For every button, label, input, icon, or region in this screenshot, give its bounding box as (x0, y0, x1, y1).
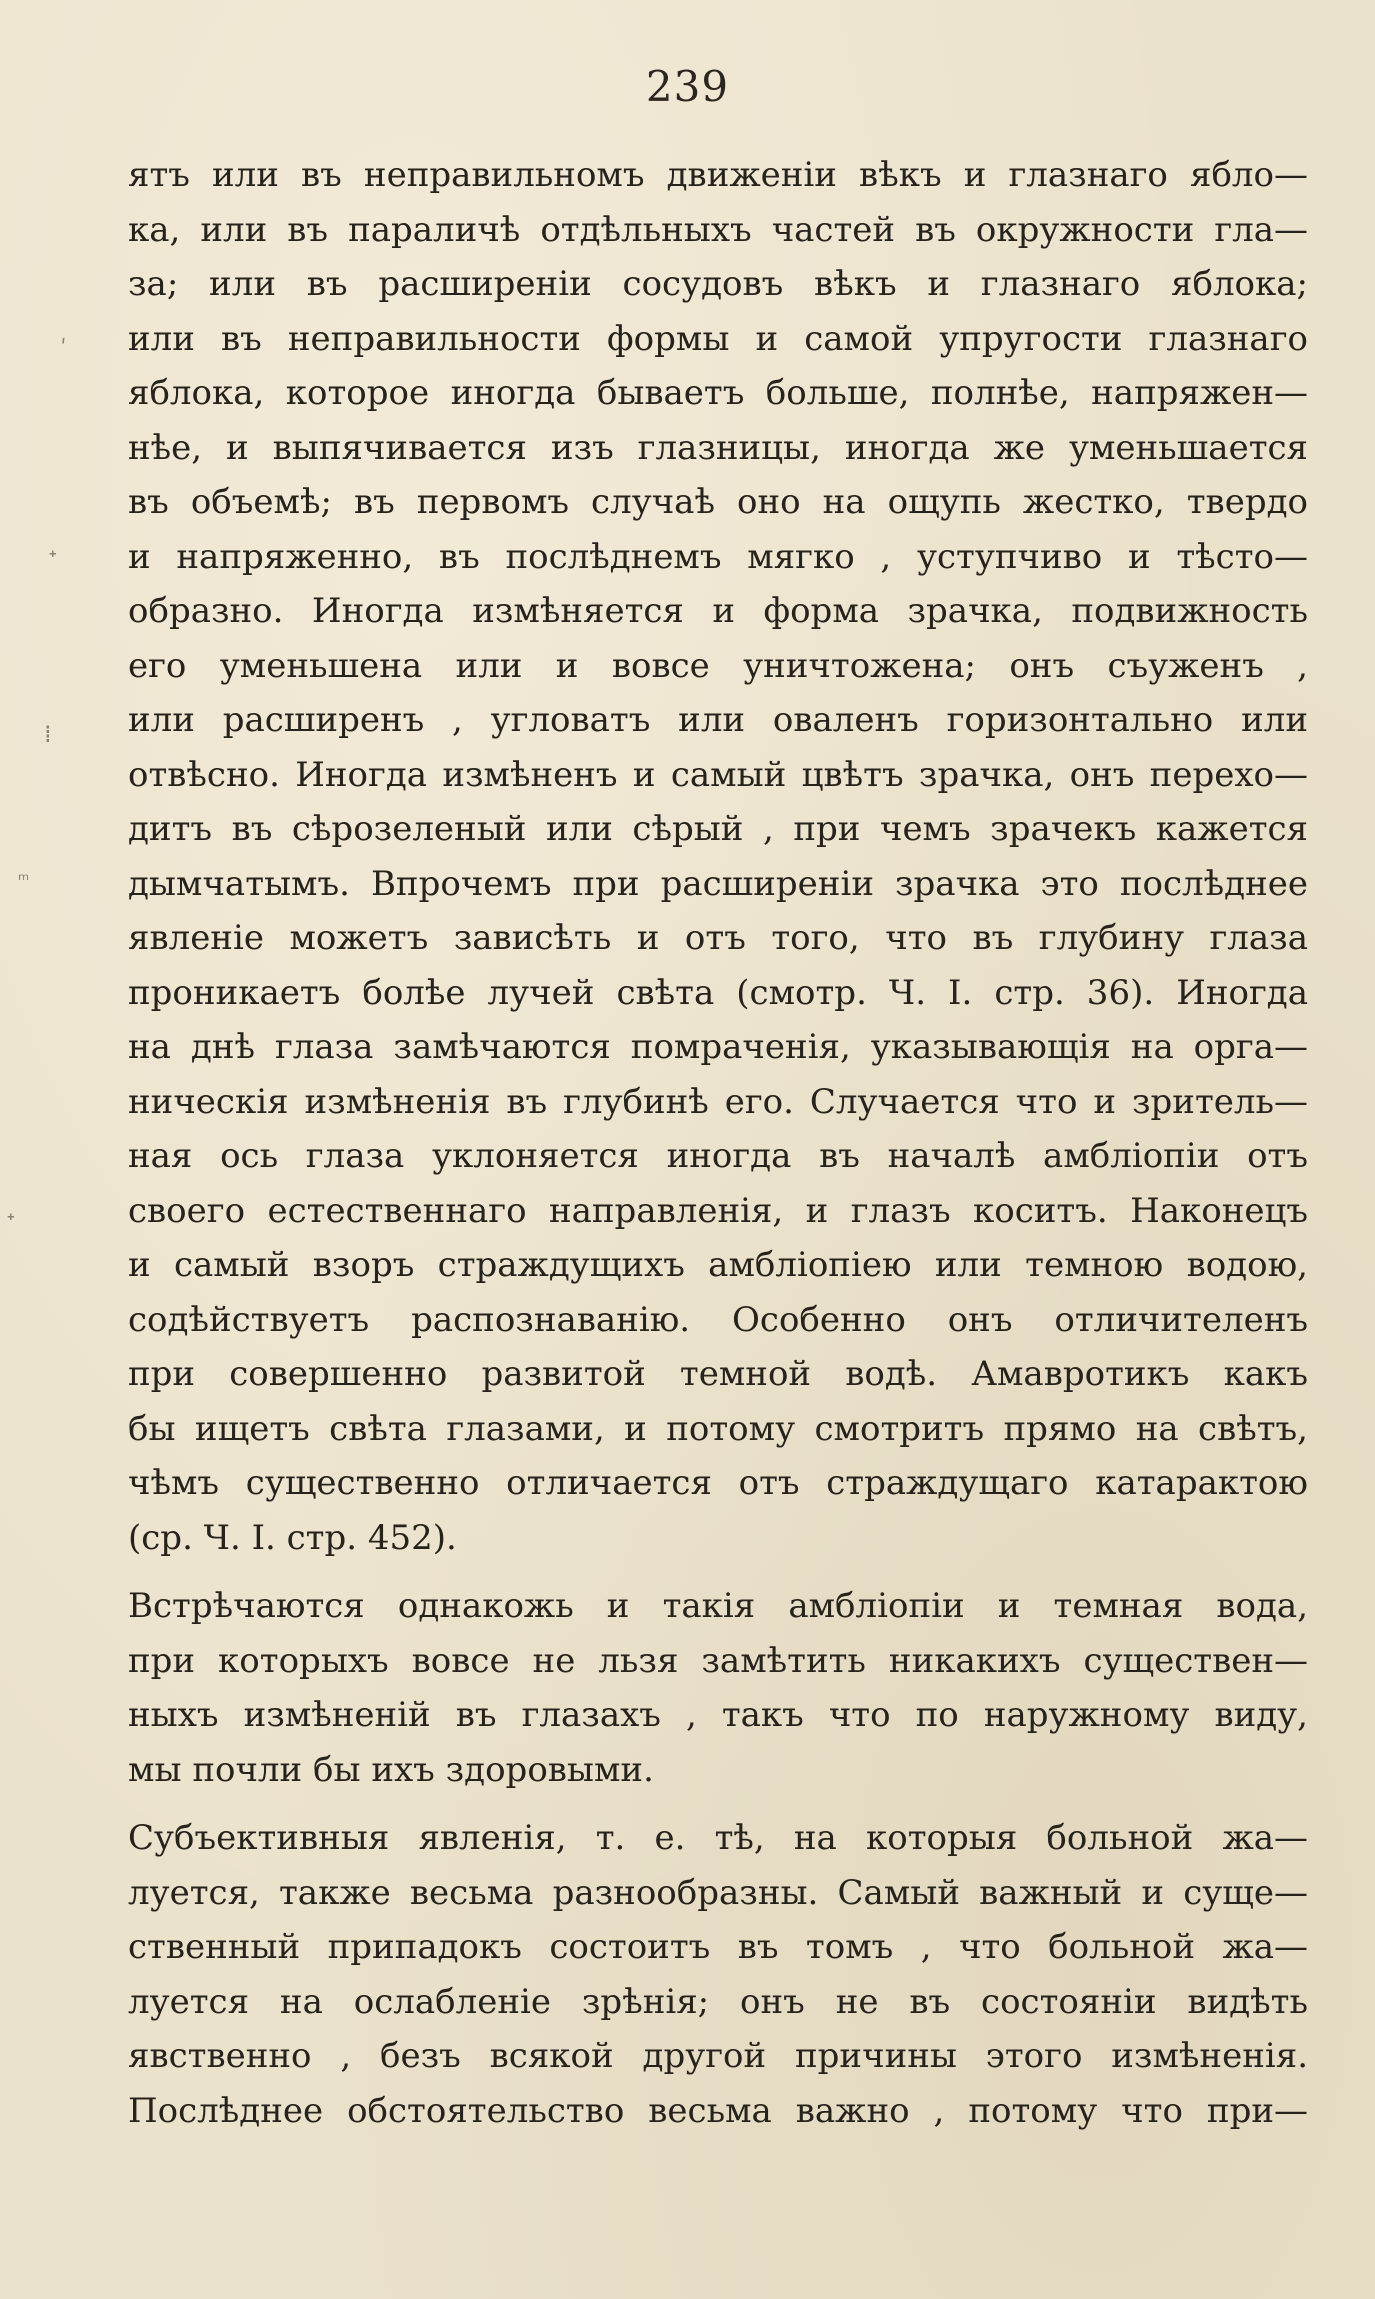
text-line: ническія измѣненія въ глубинѣ его. Случается что и зритель— (128, 1081, 1308, 1122)
body-text (128, 148, 1308, 2138)
text-line: отвѣсно. Иногда измѣненъ и самый цвѣтъ зрачка, онъ перехо— (128, 754, 1308, 795)
text-line: за; или въ расширеніи сосудовъ вѣкъ и глазнаго яблока; (128, 264, 1308, 304)
text-line: мы почли бы ихъ здоровыми. (128, 1749, 654, 1790)
text-line: или расширенъ , угловатъ или оваленъ горизонтально или (128, 700, 1308, 740)
paragraph (128, 148, 1308, 1565)
text-line: (ср. Ч. I. стр. 452). (128, 1517, 457, 1558)
text-line: въ объемѣ; въ первомъ случаѣ оно на ощупь жестко, твердо (128, 482, 1308, 522)
text-line: и самый взоръ страждущихъ амбліопіею или темною водою, (128, 1245, 1308, 1285)
text-line: его уменьшена или и вовсе уничтожена; онъ съуженъ , (128, 645, 1308, 686)
margin-mark: ᵐ (18, 870, 30, 891)
margin-mark: ⁞ (44, 720, 52, 748)
text-line: или въ неправильности формы и самой упругости глазнаго (128, 318, 1308, 359)
text-line: ятъ или въ неправильномъ движеніи вѣкъ и глазнаго ябло— (128, 155, 1308, 195)
text-line: ственный припадокъ состоитъ въ томъ , что больной жа— (128, 1927, 1308, 1967)
paragraph (128, 1811, 1308, 2138)
text-line: ныхъ измѣненій въ глазахъ , такъ что по наружному виду, (128, 1695, 1308, 1735)
text-line: содѣйствуетъ распознаванію. Особенно онъ отличителенъ (128, 1299, 1308, 1340)
text-line: луется, также весьма разнообразны. Самый важный и суще— (128, 1872, 1308, 1913)
margin-mark: ˏ (43, 317, 69, 347)
text-line: чѣмъ существенно отличается отъ страждущаго катарактою (128, 1463, 1308, 1503)
margin-mark: ᐩ (48, 545, 58, 573)
text-line: дитъ въ сѣрозеленый или сѣрый , при чемъ зрачекъ кажется (128, 809, 1308, 849)
text-line: при которыхъ вовсе не льзя замѣтить никакихъ существен— (128, 1640, 1308, 1681)
text-line: Субъективныя явленія, т. е. тѣ, на которыя больной жа— (128, 1818, 1308, 1858)
text-line: луется на ослабленіе зрѣнія; онъ не въ состояніи видѣть (128, 1981, 1308, 2022)
paragraph (128, 1579, 1308, 1797)
text-line: и напряженно, въ послѣднемъ мягко , уступчиво и тѣсто— (128, 536, 1308, 577)
text-line: бы ищетъ свѣта глазами, и потому смотритъ прямо на свѣтъ, (128, 1408, 1308, 1449)
text-line: при совершенно развитой темной водѣ. Амавротикъ какъ (128, 1354, 1308, 1394)
text-line: яблока, которое иногда бываетъ больше, полнѣе, напряжен— (128, 373, 1308, 413)
text-line: дымчатымъ. Впрочемъ при расширеніи зрачка это послѣднее (128, 863, 1308, 904)
margin-mark: ᐩ (6, 1208, 16, 1236)
text-line: ка, или въ параличѣ отдѣльныхъ частей въ окружности гла— (128, 209, 1308, 250)
text-line: явленіе можетъ зависѣть и отъ того, что въ глубину глаза (128, 918, 1308, 958)
text-line: явственно , безъ всякой другой причины этого измѣненія. (128, 2036, 1308, 2076)
text-line: на днѣ глаза замѣчаются помраченія, указывающія на орга— (128, 1027, 1308, 1067)
text-line: проникаетъ болѣе лучей свѣта (смотр. Ч. I. стр. 36). Иногда (128, 972, 1308, 1013)
text-line: ная ось глаза уклоняется иногда въ началѣ амбліопіи отъ (128, 1136, 1308, 1176)
text-line: своего естественнаго направленія, и глазъ коситъ. Наконецъ (128, 1190, 1308, 1231)
text-line: Послѣднее обстоятельство весьма важно , потому что при— (128, 2090, 1308, 2131)
page-number: 239 (645, 62, 730, 111)
text-line: образно. Иногда измѣняется и форма зрачка, подвижность (128, 591, 1308, 631)
text-line: нѣе, и выпячивается изъ глазницы, иногда же уменьшается (128, 427, 1308, 468)
text-line: Встрѣчаются однакожь и такія амбліопіи и темная вода, (128, 1586, 1308, 1626)
